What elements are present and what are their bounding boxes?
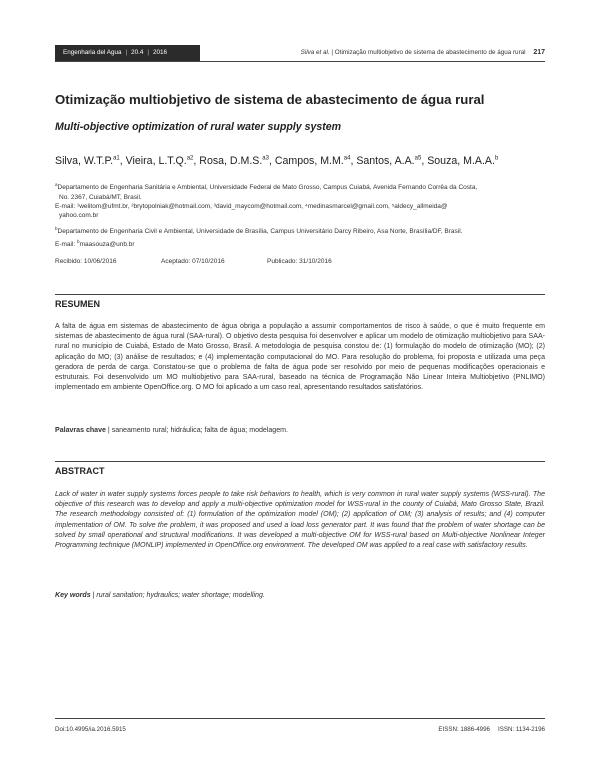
section-rule (55, 294, 545, 295)
keywords-list: | rural sanitation; hydraulics; water shortage; modelling. (92, 592, 265, 599)
author-list: Silva, W.T.P.$^{a1}$, Vieira, L.T.Q.$^{a2}$, Rosa, D.M.S.$^{a3}$, Campos, M.M.$^{a4}$, Santos, A.A.$^{a5}$, Souza, M.A.A.$^b$ (55, 155, 499, 167)
date-published: Publicado: 31/10/2016 (267, 258, 332, 265)
abstract-heading: ABSTRACT (55, 466, 105, 476)
keywords-label: Palavras chave (55, 427, 106, 434)
running-header (301, 45, 545, 61)
footer-rule (55, 718, 545, 719)
title-portuguese: Otimização multiobjetivo de sistema de abastecimento de água rural (55, 92, 485, 107)
resumen-body: A falta de água em sistemas de abastecimento de água obriga a população a assumir comportamentos de risco à saúde, o que é muito frequente em sistemas de abastecimento de água rural (SAA-rural). O objetivo desta pesquisa foi desenvolver e aplicar um modelo de otimização multiobjetivo para SAA-rural no município de Cuiabá, Estado de Mato Grosso, Brasil. A metodologia de pesquisa constou de: (1) formulação do modelo de otimização (MO); (2) aplicação do MO; (3) análise de resultados; e (4) implementação computacional do MO. Para resolução do problema, foi proposta e utilizada uma peça geradora de perda de carga. Constatou-se que o problema de falta de água pode ser resolvido por meio de pequenas modificações operacionais e estruturais. Foi desenvolvido um MO multiobjetivo para SAA-rural, baseado na técnica de Programação Não Linear Inteira Multiobjetivo (PNLIMO) implementado em ambiente OpenOffice.org. O MO foi aplicado a um caso real, apresentando resultados satisfatórios. (55, 323, 545, 392)
keywords-label: Key words (55, 592, 91, 599)
date-accepted: Aceptado: 07/10/2016 (161, 258, 225, 265)
header-separator: | (125, 49, 128, 56)
issn-info (438, 726, 545, 733)
resumen-keywords (55, 427, 288, 434)
page-number: 217 (533, 49, 545, 56)
author: Silva, W.T.P.$^{a1}$ (55, 155, 120, 167)
keywords-list: | saneamento rural; hidráulica; falta de água; modelagem. (107, 427, 288, 434)
running-title: | Otimização multiobjetivo de sistema de abastecimento de água rural (331, 49, 526, 56)
section-rule (55, 461, 545, 462)
running-authors: Silva et al. (300, 49, 330, 56)
author: Santos, A.A.$^{a5}$ (356, 155, 422, 167)
journal-header-band (55, 45, 200, 61)
journal-name: Engenharia del Agua (63, 49, 122, 56)
author: Rosa, D.M.S.$^{a3}$ (199, 155, 269, 167)
affiliation-b: $^b$Departamento de Engenharia Civil e Ambiental, Universidade de Brasília, Campus Universitário Darcy Ribeiro, Asa Norte, Brasília/DF, Brasil. E-mail: $^b$maasouza@unb.br (55, 226, 463, 248)
journal-year: 2016 (153, 49, 168, 56)
author: Vieira, L.T.Q.$^{a2}$ (125, 155, 194, 167)
title-english: Multi-objective optimization of rural water supply system (55, 121, 342, 133)
journal-volume: 20.4 (131, 49, 144, 56)
resumen-heading: RESUMEN (55, 299, 101, 309)
date-received: Recibido: 10/06/2016 (55, 258, 117, 265)
author: Campos, M.M.$^{a4}$ (274, 155, 351, 167)
article-dates (55, 258, 332, 265)
abstract-body: Lack of water in water supply systems forces people to take risk behaviors to health, which is very common in rural water supply systems (WSS-rural). The objective of this research was to develop and apply a multi-objective optimization model for WSS-rural in the county of Cuiabá, Mato Grosso State, Brazil. The research methodology consisted of: (1) formulation of the optimization model (OM); (2) application of OM; (3) analysis of results; and (4) computer implementation of OM. To solve the problem, it was proposed and used a load loss generator part. It was found that the problem of water shortage can be solved by small operational and structural modifications. It was developed a multi-objective OM for WSS-rural based on Multi-objective Nonlinear Integer Programming technique (MONLIP) implemented in OpenOffice.org environment. The developed OM was applied to a real case with satisfactory results. (55, 491, 545, 550)
email-addresses: ¹welitom@ufmt.br, ²brytopolniak@hotmail.com, ³david_maycom@hotmail.com, ⁴medinasmarcel@gmail.com, ⁵aldecy_allmeida@ (77, 202, 448, 210)
abstract-keywords (55, 592, 265, 599)
author: Souza, M.A.A.$^b$ (427, 155, 499, 167)
affiliation-a: $^a$Departamento de Engenharia Sanitária e Ambiental, Universidade Federal de Mato Grosso, Campus Cuiabá, Avenida Fernando Corrêa da Costa, No. 2367, Cuiabá/MT, Brasil. E-mail: ¹welitom@ufmt.br, ²brytopolniak@hotmail.com, ³david_maycom@hotmail.com, ⁴medinasmarcel@gmail.com, ⁵aldecy_allmeida@ yahoo.com.br (55, 180, 550, 221)
doi: Doi:10.4995/ia.2016.5915 (55, 726, 126, 733)
header-rule (55, 61, 545, 62)
email-address: yahoo.com.br (59, 212, 99, 220)
issn: ISSN: 1134-2196 (497, 726, 545, 733)
eissn: EISSN: 1886-4996 (438, 726, 490, 733)
header-separator: | (147, 49, 150, 56)
email-address: maasouza@unb.br (79, 240, 135, 248)
